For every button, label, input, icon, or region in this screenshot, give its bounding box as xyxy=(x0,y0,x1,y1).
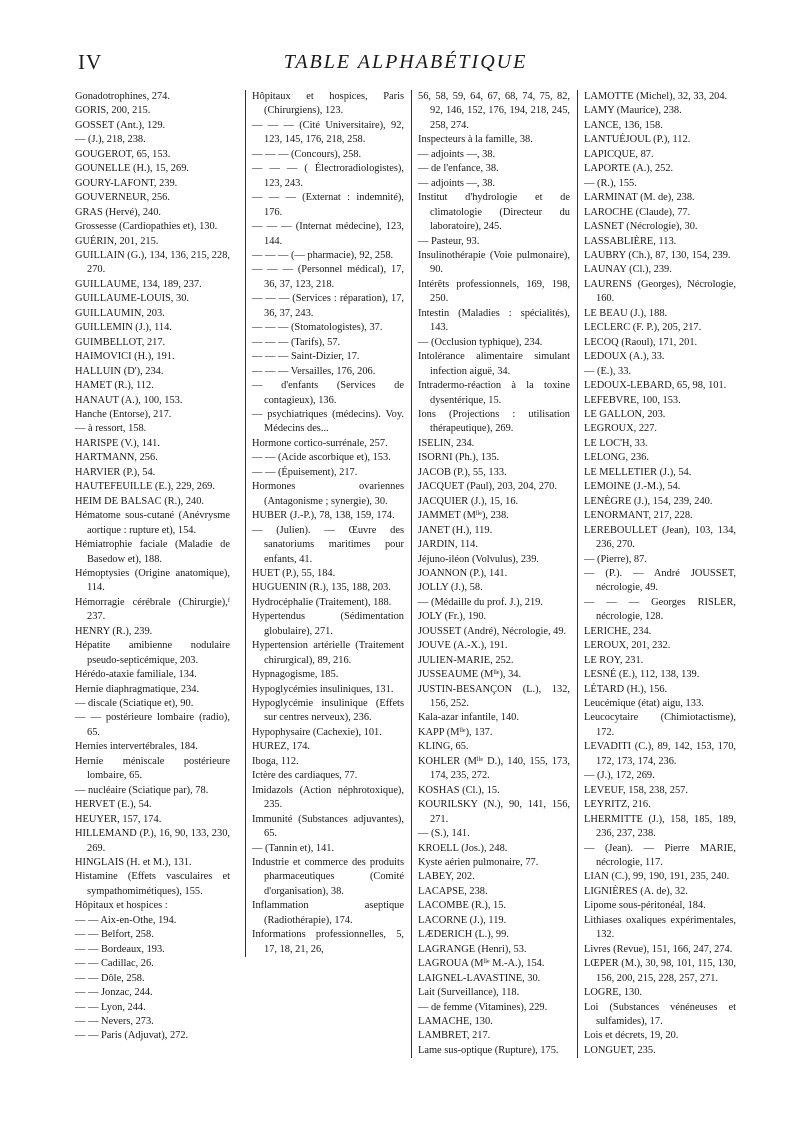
index-entry: Hernies intervertébrales, 184. xyxy=(75,741,198,753)
index-entry: — — Lyon, 244. xyxy=(75,1001,146,1013)
index-entry: LAUNAY (Cl.), 239. xyxy=(584,264,672,276)
index-entry: GUILLAUME, 134, 189, 237. xyxy=(75,278,202,290)
index-entry: Hypoglycémie insulinique (Effets sur centres nerveux), 236. xyxy=(252,698,404,724)
index-entry: HAIMOVICI (H.), 191. xyxy=(75,351,175,363)
index-entry: Informations professionnelles, 5, 17, 18, 21, 26, xyxy=(252,929,404,955)
index-entry: LAIGNEL-LAVASTINE, 30. xyxy=(418,972,541,984)
index-entry: — — Bordeaux, 193. xyxy=(75,943,165,955)
index-entry: Leucocytaire (Chimiotactisme), 172. xyxy=(584,712,736,738)
index-entry: KLING, 65. xyxy=(418,741,469,753)
index-entry: — Pasteur, 93. xyxy=(418,235,480,247)
index-entry: GUILLAUME-LOUIS, 30. xyxy=(75,293,189,305)
index-entry: — — — (Internat médecine), 123, 144. xyxy=(252,221,404,247)
index-entry: — adjoints —, 38. xyxy=(418,177,496,189)
index-entry: — — postérieure lombaire (radio), 65. xyxy=(75,712,230,738)
index-entry: LAMOTTE (Michel), 32, 33, 204. xyxy=(584,91,728,102)
index-entry: HINGLAIS (H. et M.), 131. xyxy=(75,857,192,869)
index-entry: LEDOUX (A.), 33. xyxy=(584,351,665,363)
index-entry: — — Paris (Adjuvat), 272. xyxy=(75,1030,189,1042)
index-entry: LAGRANGE (Henri), 53. xyxy=(418,943,527,955)
index-entry: — — (Acide ascorbique et), 153. xyxy=(252,452,391,464)
index-entry: LAUBRY (Ch.), 87, 130, 154, 239. xyxy=(584,249,731,261)
index-entry: KOURILSKY (N.), 90, 141, 156, 271. xyxy=(418,799,570,825)
index-entry: GOUVERNEUR, 256. xyxy=(75,192,170,204)
index-entry: Jéjuno-iléon (Volvulus), 239. xyxy=(418,553,540,565)
index-entry: Hérédo-ataxie familiale, 134. xyxy=(75,669,197,681)
index-entry: HUREZ, 174. xyxy=(252,741,311,753)
index-entry: LEDOUX-LEBARD, 65, 98, 101. xyxy=(584,380,727,392)
index-entry: Hypnagogisme, 185. xyxy=(252,669,339,681)
index-entry: Leucémique (état) aigu, 133. xyxy=(584,698,704,710)
index-entry: — (P.). — André JOUSSET, nécrologie, 49. xyxy=(584,567,736,594)
index-entry: LASNET (Nécrologie), 30. xyxy=(584,221,698,233)
index-entry: — de l'enfance, 38. xyxy=(418,163,499,175)
index-entry: Hypoglycémies insuliniques, 131. xyxy=(252,683,394,695)
index-entry: LEREBOULLET (Jean), 103, 134, 236, 270. xyxy=(584,524,736,551)
index-column-4 xyxy=(577,90,736,1058)
index-entry: GOSSET (Ant.), 129. xyxy=(75,119,166,131)
index-entry: JANET (H.), 119. xyxy=(418,524,493,536)
index-entry: LAPORTE (A.), 252. xyxy=(584,163,674,175)
index-entry: LŒPER (M.), 30, 98, 101, 115, 130, 156, 200, 215, 228, 257, 271. xyxy=(584,958,736,984)
index-entry: LACOMBE (R.), 15. xyxy=(418,900,507,912)
index-entry: Intolérance alimentaire simulant infection aiguë, 34. xyxy=(418,351,570,377)
index-entry: Hernie diaphragmatique, 234. xyxy=(75,683,200,695)
index-entry: — — Cadillac, 26. xyxy=(75,958,154,970)
index-entry: LEYRITZ, 216. xyxy=(584,799,651,811)
index-entry: — — — (Externat : indemnité), 176. xyxy=(252,192,404,218)
index-column-3 xyxy=(411,90,570,1058)
index-entry: ISORNI (Ph.), 135. xyxy=(418,452,500,464)
index-entry: — — Jonzac, 244. xyxy=(75,987,153,999)
page-title: TABLE ALPHABÉTIQUE xyxy=(283,51,528,73)
index-entry: Hôpitaux et hospices : xyxy=(75,900,168,912)
index-entry: LAMY (Maurice), 238. xyxy=(584,105,682,117)
index-entry: — — — Saint-Dizier, 17. xyxy=(252,351,360,363)
index-entry: Gonadotrophines, 274. xyxy=(75,91,170,102)
index-entry: LÆDERICH (L.), 99. xyxy=(418,929,509,941)
index-entry: JUSSEAUME (Mˡˡᵉ), 34. xyxy=(418,669,522,681)
index-entry: LAURENS (Georges), Nécrologie, 160. xyxy=(584,278,736,305)
page-header xyxy=(78,50,733,84)
index-entry: KOSHAS (Cl.), 15. xyxy=(418,784,500,796)
index-entry: Inspecteurs à la famille, 38. xyxy=(418,134,533,146)
index-entry: — (Tannin et), 141. xyxy=(252,842,335,854)
index-entry: Immunité (Substances adjuvantes), 65. xyxy=(252,813,404,840)
index-entry: GOUNELLE (H.), 15, 269. xyxy=(75,163,189,175)
index-entry: GORIS, 200, 215. xyxy=(75,105,151,117)
index-entry: GRAS (Hervé), 240. xyxy=(75,206,161,218)
index-entry: Kyste aérien pulmonaire, 77. xyxy=(418,857,539,869)
index-entry: GUÉRIN, 201, 215. xyxy=(75,235,159,247)
index-entry: — — — (Services : réparation), 17, 36, 37, 243. xyxy=(252,293,404,319)
index-entry: HAMET (R.), 112. xyxy=(75,380,154,392)
index-entry: — — Belfort, 258. xyxy=(75,929,154,941)
index-entry: Hémorragie cérébrale (Chirurgie),ᶠ 237. xyxy=(75,596,230,623)
index-entry: LEVEUF, 158, 238, 257. xyxy=(584,784,688,796)
index-entry: — (Julien). — Œuvre des sanatoriums maritimes pour enfants, 41. xyxy=(252,524,404,565)
index-entry: HARTMANN, 256. xyxy=(75,452,158,464)
index-entry: LONGUET, 235. xyxy=(584,1044,656,1056)
index-entry: — — — (— pharmacie), 92, 258. xyxy=(252,249,394,261)
index-entry: LÉTARD (H.), 156. xyxy=(584,683,668,695)
index-entry: — (R.), 155. xyxy=(584,177,637,189)
index-entry: HUBER (J.-P.), 78, 138, 159, 174. xyxy=(252,510,395,522)
index-entry: Livres (Revue), 151, 166, 247, 274. xyxy=(584,943,733,955)
index-entry: LE LOC'H, 33. xyxy=(584,437,648,449)
index-entry: LEROUX, 201, 232. xyxy=(584,640,671,652)
index-entry: LOGRE, 130. xyxy=(584,987,643,999)
index-entry: JAMMET (Mˡˡᵉ), 238. xyxy=(418,510,509,522)
index-entry: GUILLEMIN (J.), 114. xyxy=(75,322,172,334)
index-entry: — (Jean). — Pierre MARIE, nécrologie, 117. xyxy=(584,842,736,869)
index-entry: LECOQ (Raoul), 171, 201. xyxy=(584,336,698,348)
index-entry: KAPP (Mˡˡᵉ), 137. xyxy=(418,726,493,738)
index-entry: — (S.), 141. xyxy=(418,828,470,840)
index-entry: Hôpitaux et hospices, Paris (Chirurgiens), 123. xyxy=(252,91,404,117)
index-entry: — — — (Stomatologistes), 37. xyxy=(252,322,383,334)
index-entry: JACOB (P.), 55, 133. xyxy=(418,466,507,478)
index-entry: HARISPE (V.), 141. xyxy=(75,437,160,449)
index-entry: Hormones ovariennes (Antagonisme ; synergie), 30. xyxy=(252,481,404,507)
index-entry: HAUTEFEUILLE (E.), 229, 269. xyxy=(75,481,215,493)
index-entry: Lait (Surveillance), 118. xyxy=(418,987,520,999)
index-entry: LANCE, 136, 158. xyxy=(584,119,663,131)
index-entry: GUILLAIN (G.), 134, 136, 215, 228, 270. xyxy=(75,249,230,276)
index-entry: LECLERC (F. P.), 205, 217. xyxy=(584,322,702,334)
index-column-1 xyxy=(75,90,230,1044)
index-entry: GUILLAUMIN, 203. xyxy=(75,307,165,319)
index-entry: LAGROUA (Mˡˡᵉ M.-A.), 154. xyxy=(418,958,545,970)
index-entry: — (J.), 172, 269. xyxy=(584,770,655,782)
index-entry: GOURY-LAFONT, 239. xyxy=(75,177,178,189)
index-entry: Hémoptysies (Origine anatomique), 114. xyxy=(75,567,230,594)
index-entry: Institut d'hydrologie et de climatologie (Directeur du laboratoire), 245. xyxy=(418,192,570,233)
index-entry: HUET (P.), 55, 184. xyxy=(252,567,336,579)
index-entry: — — — ( Électroradiologistes), 123, 243. xyxy=(252,163,404,189)
index-entry: Hypertension artérielle (Traitement chirurgical), 89, 216. xyxy=(252,640,404,666)
index-entry: Hypertendus (Sédimentation globulaire), 271. xyxy=(252,611,404,637)
index-entry: JULIEN-MARIE, 252. xyxy=(418,654,514,666)
index-entry: JOUVE (A.-X.), 191. xyxy=(418,640,508,652)
index-entry: LACORNE (J.), 119. xyxy=(418,914,507,926)
index-entry: ISELIN, 234. xyxy=(418,437,475,449)
index-entry: — (E.), 33. xyxy=(584,365,632,377)
index-entry: Grossesse (Cardiopathies et), 130. xyxy=(75,221,218,233)
index-entry: — adjoints —, 38. xyxy=(418,148,496,160)
index-entry: LIGNIÈRES (A. de), 32. xyxy=(584,885,688,897)
index-entry: KOHLER (Mˡˡᵉ D.), 140, 155, 173, 174, 235, 272. xyxy=(418,755,570,782)
index-entry: LAMACHE, 130. xyxy=(418,1016,493,1027)
index-entry: LAMBRET, 217. xyxy=(418,1030,491,1042)
index-entry: Inflammation aseptique (Radiothérapie), 174. xyxy=(252,900,404,926)
index-entry: HARVIER (P.), 54. xyxy=(75,466,156,478)
index-entry: Lipome sous-péritonéal, 184. xyxy=(584,900,706,912)
index-entry: — d'enfants (Services de contagieux), 136. xyxy=(252,380,404,406)
index-entry: GOUGEROT, 65, 153. xyxy=(75,148,171,160)
index-entry: — (Pierre), 87. xyxy=(584,553,647,565)
index-entry: — à ressort, 158. xyxy=(75,423,147,435)
index-entry: LE ROY, 231. xyxy=(584,654,644,666)
index-column-2 xyxy=(245,90,404,957)
index-entry: LAROCHE (Claude), 77. xyxy=(584,206,691,218)
index-entry: LERICHE, 234. xyxy=(584,625,652,637)
index-entry: LENÈGRE (J.), 154, 239, 240. xyxy=(584,495,713,507)
index-entry: Intestin (Maladies : spécialités), 143. xyxy=(418,307,570,334)
index-entry: LE GALLON, 203. xyxy=(584,408,666,420)
index-entry: HUGUENIN (R.), 135, 188, 203. xyxy=(252,582,391,594)
index-entry: — — — (Concours), 258. xyxy=(252,148,362,160)
index-entry: JACQUIER (J.), 15, 16. xyxy=(418,495,519,507)
index-entry: — (Médaille du prof. J.), 219. xyxy=(418,596,543,608)
index-entry: LIAN (C.), 99, 190, 191, 235, 240. xyxy=(584,871,730,883)
index-entry: Ictère des cardiaques, 77. xyxy=(252,770,358,782)
index-entry: — — — (Cité Universitaire), 92, 123, 145, 176, 218, 258. xyxy=(252,119,404,146)
index-entry: — psychiatriques (médecins). Voy. Médecins des... xyxy=(252,408,404,435)
index-entry: 56, 58, 59, 64, 67, 68, 74, 75, 82, 92, 146, 152, 176, 194, 218, 245, 258, 274. xyxy=(418,91,570,131)
index-entry: Lithiases oxaliques expérimentales, 132. xyxy=(584,914,736,941)
index-entry: Intérêts professionnels, 169, 198, 250. xyxy=(418,278,570,305)
index-entry: — — — (Tarifs), 57. xyxy=(252,336,341,348)
index-entry: LEMOINE (J.-M.), 54. xyxy=(584,481,681,493)
index-entry: HENRY (R.), 239. xyxy=(75,625,153,637)
index-entry: Hémiatrophie faciale (Maladie de Basedow et), 188. xyxy=(75,539,230,565)
index-entry: — — Aix-en-Othe, 194. xyxy=(75,914,177,926)
index-entry: — nucléaire (Sciatique par), 78. xyxy=(75,784,209,796)
index-entry: GUIMBELLOT, 217. xyxy=(75,336,166,348)
index-entry: — — (Épuisement), 217. xyxy=(252,466,358,478)
index-entry: Lois et décrets, 19, 20. xyxy=(584,1030,679,1042)
index-entry: JACQUET (Paul), 203, 204, 270. xyxy=(418,481,557,493)
index-entry: Hépatite amibienne nodulaire pseudo-septicémique, 203. xyxy=(75,640,230,666)
index-entry: LELONG, 236. xyxy=(584,452,649,464)
index-entry: — — — Versailles, 176, 206. xyxy=(252,365,376,377)
index-entry: LARMINAT (M. de), 238. xyxy=(584,192,695,204)
index-entry: — — — (Personnel médical), 17, 36, 37, 123, 218. xyxy=(252,264,404,290)
index-entry: — — Dôle, 258. xyxy=(75,972,145,984)
index-entry: — (J.), 218, 238. xyxy=(75,134,146,146)
index-entry: LABEY, 202. xyxy=(418,871,475,883)
page-number: IV xyxy=(78,50,103,74)
index-entry: HEIM DE BALSAC (R.), 240. xyxy=(75,495,205,507)
index-entry: HEUYER, 157, 174. xyxy=(75,813,162,825)
index-entry: KROELL (Jos.), 248. xyxy=(418,842,508,854)
index-entry: Iboga, 112. xyxy=(252,755,299,767)
index-columns xyxy=(75,90,735,1125)
index-entry: — de femme (Vitamines), 229. xyxy=(418,1001,548,1013)
index-entry: HALLUIN (D'), 234. xyxy=(75,365,164,377)
index-entry: Kala-azar infantile, 140. xyxy=(418,712,519,724)
index-entry: Loi (Substances vénéneuses et sulfamides), 17. xyxy=(584,1001,736,1027)
index-entry: Lame sus-optique (Rupture), 175. xyxy=(418,1044,559,1056)
index-entry: JOANNON (P.), 141. xyxy=(418,567,508,579)
index-entry: Imidazols (Action néphrotoxique), 235. xyxy=(252,784,404,811)
index-entry: JOLLY (J.), 58. xyxy=(418,582,483,594)
index-entry: — — Nevers, 273. xyxy=(75,1016,154,1027)
index-entry: JARDIN, 114. xyxy=(418,539,478,551)
index-entry: LEGROUX, 227. xyxy=(584,423,658,435)
index-entry: LACAPSE, 238. xyxy=(418,885,488,897)
index-entry: — (Occlusion typhique), 234. xyxy=(418,336,543,348)
index-entry: LEFEBVRE, 100, 153. xyxy=(584,394,681,406)
index-entry: LASSABLIÈRE, 113. xyxy=(584,235,677,247)
index-entry: Hématome sous-cutané (Anévrysme aortique : rupture et), 154. xyxy=(75,510,230,536)
index-entry: HILLEMAND (P.), 16, 90, 133, 230, 269. xyxy=(75,828,230,854)
index-entry: LEVADITI (C.), 89, 142, 153, 170, 172, 173, 174, 236. xyxy=(584,741,736,767)
index-entry: Histamine (Effets vasculaires et sympathomimétiques), 155. xyxy=(75,871,230,897)
index-entry: Intradermo-réaction à la toxine dysentérique, 15. xyxy=(418,380,570,406)
index-entry: JOUSSET (André), Nécrologie, 49. xyxy=(418,625,567,637)
index-entry: — — — Georges RISLER, nécrologie, 128. xyxy=(584,596,736,623)
index-entry: Hernie méniscale postérieure lombaire, 65. xyxy=(75,755,230,782)
index-entry: Hydrocéphalie (Traitement), 188. xyxy=(252,596,392,608)
index-entry: Hormone cortico-surrénale, 257. xyxy=(252,437,388,449)
index-entry: Ions (Projections : utilisation thérapeutique), 269. xyxy=(418,408,570,435)
index-entry: LE BEAU (J.), 188. xyxy=(584,307,668,319)
index-entry: LESNÉ (E.), 112, 138, 139. xyxy=(584,669,700,681)
index-entry: JOLY (Fr.), 190. xyxy=(418,611,487,623)
index-entry: LENORMANT, 217, 228. xyxy=(584,510,693,522)
index-entry: Hanche (Entorse), 217. xyxy=(75,408,172,420)
index-entry: LAPICQUE, 87. xyxy=(584,148,654,160)
index-entry: — discale (Sciatique et), 90. xyxy=(75,698,194,710)
index-entry: JUSTIN-BESANÇON (L.), 132, 156, 252. xyxy=(418,683,570,710)
index-entry: LE MELLETIER (J.), 54. xyxy=(584,466,692,478)
index-entry: HANAUT (A.), 100, 153. xyxy=(75,394,183,406)
index-entry: Hypophysaire (Cachexie), 101. xyxy=(252,726,382,738)
index-entry: Industrie et commerce des produits pharmaceutiques (Comité d'organisation), 38. xyxy=(252,857,404,897)
index-entry: LANTUÉJOUL (P.), 112. xyxy=(584,134,691,146)
index-entry: LHERMITTE (J.), 158, 185, 189, 236, 237, 238. xyxy=(584,813,736,840)
index-entry: HERVET (E.), 54. xyxy=(75,799,152,811)
index-entry: Insulinothérapie (Voie pulmonaire), 90. xyxy=(418,249,570,276)
